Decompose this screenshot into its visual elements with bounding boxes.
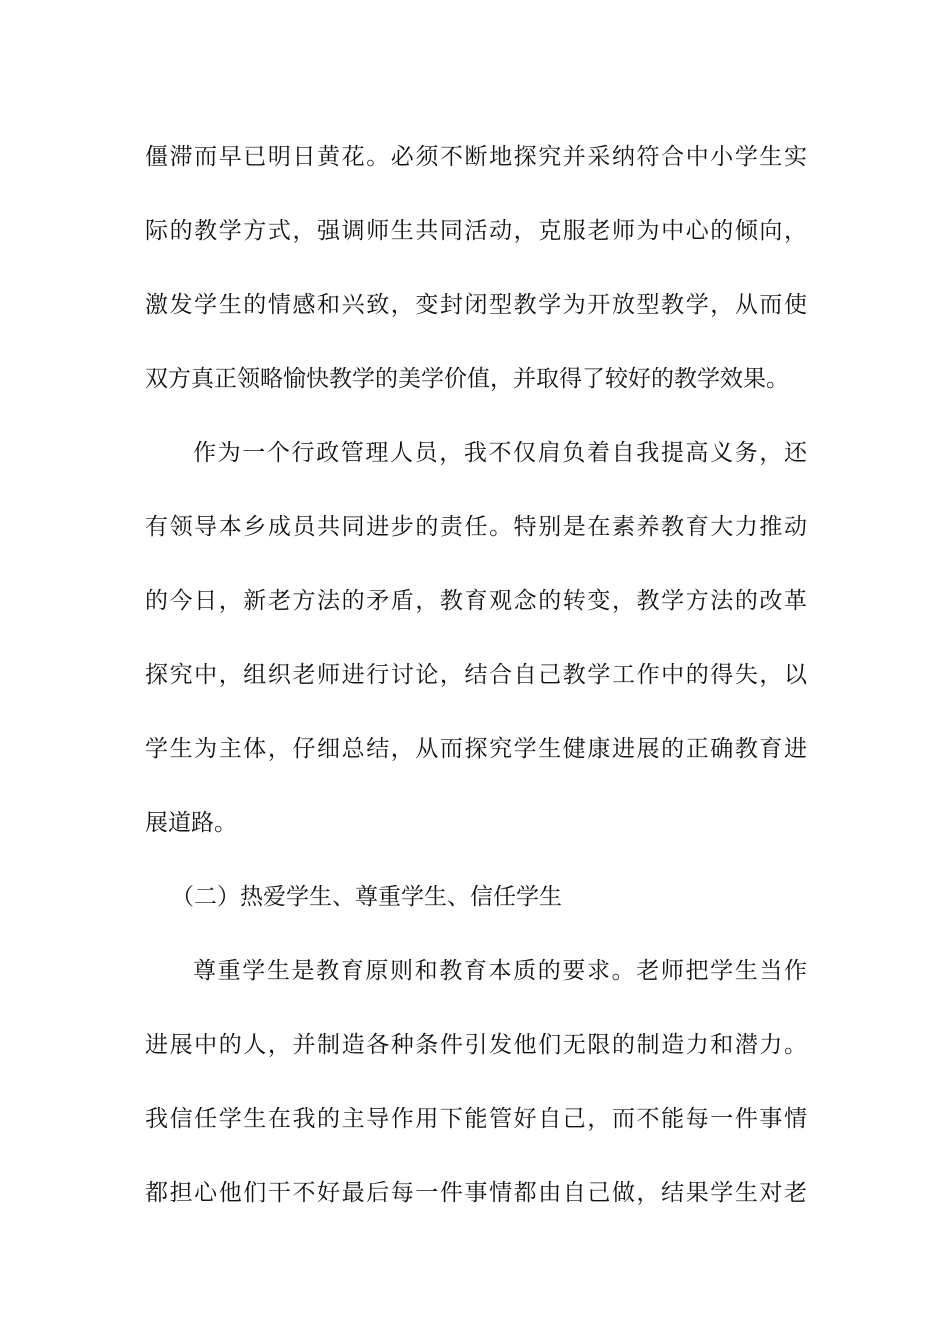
text-line: 都担心他们干不好最后每一件事情都由自己做，结果学生对老	[145, 1180, 807, 1206]
text-line: 双方真正领略愉快教学的美学价值，并取得了较好的教学效果。	[145, 366, 789, 392]
text-line: 进展中的人，并制造各种条件引发他们无限的制造力和潜力。	[145, 1032, 807, 1058]
paragraph-first-line: 作为一个行政管理人员，我不仅肩负着自我提高义务，还	[193, 440, 807, 466]
document-body	[145, 120, 807, 1230]
text-line: 学生为主体，仔细总结，从而探究学生健康进展的正确教育进	[145, 736, 807, 762]
text-line: 的今日，新老方法的矛盾，教育观念的转变，教学方法的改革	[145, 588, 807, 614]
text-line: 际的教学方式，强调师生共同活动，克服老师为中心的倾向，	[145, 218, 807, 244]
paragraph-first-line: 尊重学生是教育原则和教育本质的要求。老师把学生当作	[193, 958, 807, 984]
text-line: 有领导本乡成员共同进步的责任。特别是在素养教育大力推动	[145, 514, 807, 540]
text-line: 展道路。	[145, 810, 237, 836]
section-heading: （二）热爱学生、尊重学生、信任学生	[171, 884, 562, 910]
text-line: 探究中，组织老师进行讨论，结合自己教学工作中的得失，以	[145, 662, 807, 688]
text-line: 激发学生的情感和兴致，变封闭型教学为开放型教学，从而使	[145, 292, 807, 318]
text-line: 我信任学生在我的主导作用下能管好自己，而不能每一件事情	[145, 1106, 807, 1132]
text-line: 僵滞而早已明日黄花。必须不断地探究并采纳符合中小学生实	[145, 144, 807, 170]
